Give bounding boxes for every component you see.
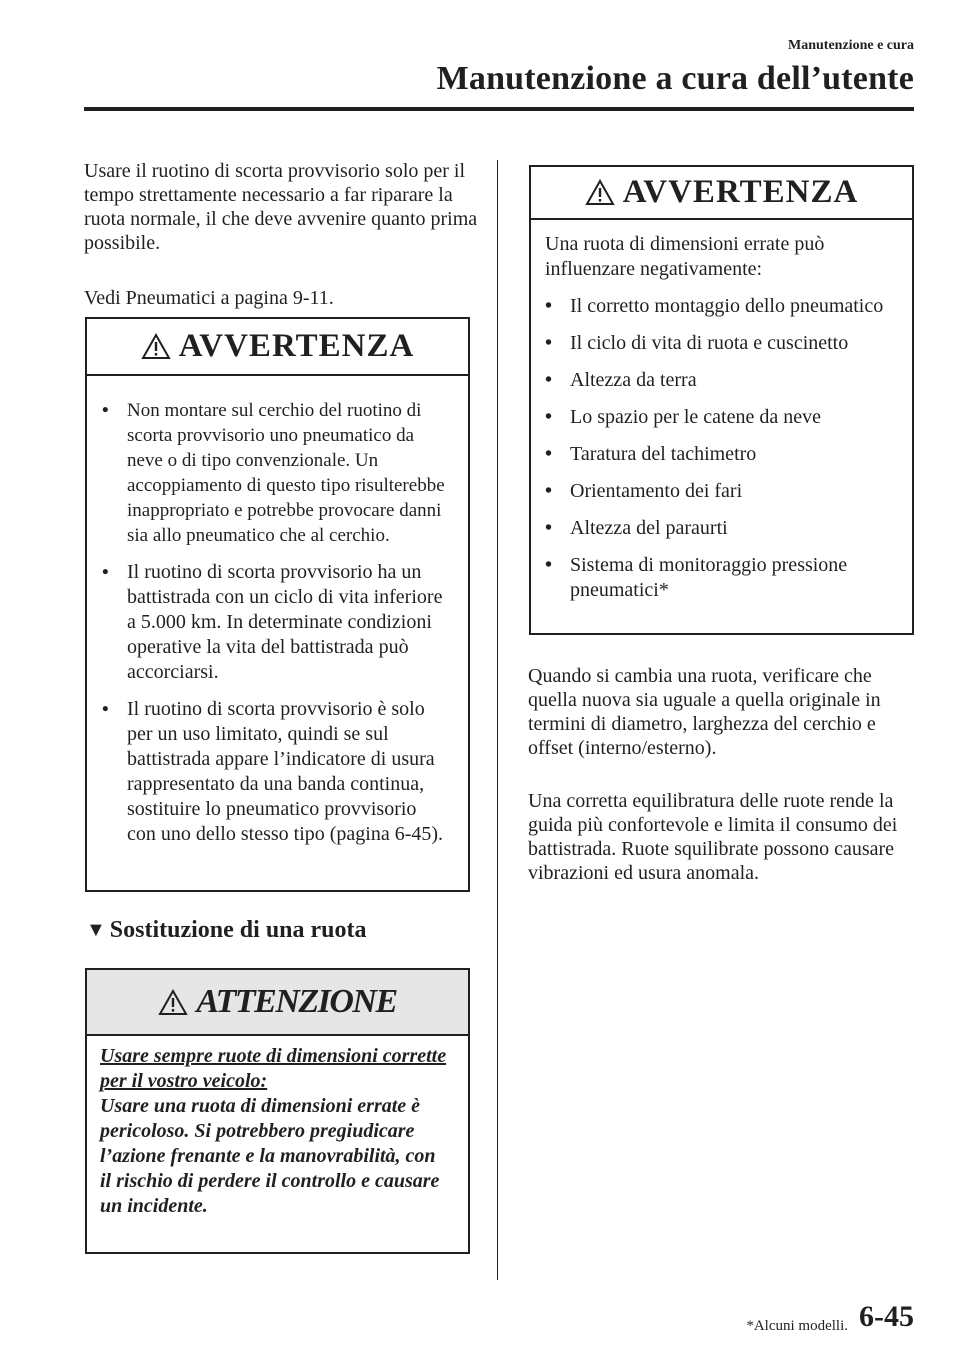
list-item: • Non montare sul cerchio del ruotino di scorta provvisorio uno pneumatico da neve o di tipo convenzionale. Un accoppiamento di questo tipo risulterebbe inappropriato e potrebbe provocare danni sia allo pneumatico che al cerchio. <box>102 400 445 546</box>
caution-body <box>100 1044 450 1219</box>
column-divider <box>497 160 498 1280</box>
warning-header <box>531 167 912 220</box>
list-item: • Sistema di monitoraggio pressione pneumatici* <box>545 554 848 601</box>
list-item: • Il ruotino di scorta provvisorio è solo per un uso limitato, quindi se sul battistrada appare l’indicatore di usura rappresentato da una banda continua, sostituire lo pneumatico provvisorio con uno dello stesso tipo (pagina 6-45). <box>102 698 444 845</box>
reference-text: Vedi Pneumatici a pagina 9-11. <box>84 287 334 309</box>
warning-triangle-icon <box>141 333 171 360</box>
section-heading: ▼ Sostituzione di una ruota <box>86 917 367 943</box>
caution-title: ATTENZIONE <box>196 983 397 1020</box>
warning-triangle-icon <box>585 179 615 206</box>
warning-content <box>545 232 896 603</box>
warning-box-right <box>529 165 914 635</box>
warning-title: AVVERTENZA <box>178 328 415 364</box>
list-item: • Orientamento dei fari <box>545 480 743 502</box>
warning-list <box>545 294 896 603</box>
caution-box <box>85 968 470 1254</box>
list-item: • Il ruotino di scorta provvisorio ha un battistrada con un ciclo di vita inferiore a 5.000 km. In determinate condizioni operative la vita del battistrada può accorciarsi. <box>102 561 443 683</box>
warning-list <box>102 398 450 847</box>
intro-paragraph: Usare il ruotino di scorta provvisorio solo per il tempo strettamente necessario a far riparare la ruota normale, il che deve avvenire quanto prima possibile. <box>84 160 478 254</box>
list-item: • Taratura del tachimetro <box>545 443 757 465</box>
paragraph-wheel-change: Quando si cambia una ruota, verificare che quella nuova sia uguale a quella originale in termini di diametro, larghezza del cerchio e offset (interno/esterno). <box>528 665 881 759</box>
caution-heading: Usare sempre ruote di dimensioni corrette per il vostro veicolo: <box>100 1045 447 1092</box>
page-title: Manutenzione a cura dell’utente <box>436 60 914 97</box>
paragraph-balancing: Una corretta equilibratura delle ruote rende la guida più confortevole e limita il consumo dei battistrada. Ruote squilibrate possono causare vibrazioni ed usura anomala. <box>528 790 898 884</box>
caution-header <box>87 970 468 1036</box>
list-item: • Lo spazio per le catene da neve <box>545 406 821 428</box>
warning-intro: Una ruota di dimensioni errate può influenzare negativamente: <box>545 233 825 280</box>
list-item: • Altezza da terra <box>545 369 697 391</box>
list-item: • Il corretto montaggio dello pneumatico <box>545 295 884 317</box>
running-header-section: Manutenzione e cura <box>788 38 914 53</box>
warning-title: AVVERTENZA <box>622 174 859 210</box>
warning-header <box>87 319 468 376</box>
caution-text: Usare una ruota di dimensioni errate è pericoloso. Si potrebbero pregiudicare l’azione frenante e la manovrabilità, con il rischio di perdere il controllo e causare un incidente. <box>100 1095 440 1217</box>
warning-triangle-icon <box>158 989 188 1016</box>
header-rule <box>84 107 914 111</box>
page-number: 6-45 <box>859 1300 914 1333</box>
list-item: • Il ciclo di vita di ruota e cuscinetto <box>545 332 849 354</box>
footnote: *Alcuni modelli. <box>746 1318 848 1334</box>
list-item: • Altezza del paraurti <box>545 517 728 539</box>
warning-box-left <box>85 317 470 892</box>
triangle-down-icon: ▼ <box>86 919 106 941</box>
